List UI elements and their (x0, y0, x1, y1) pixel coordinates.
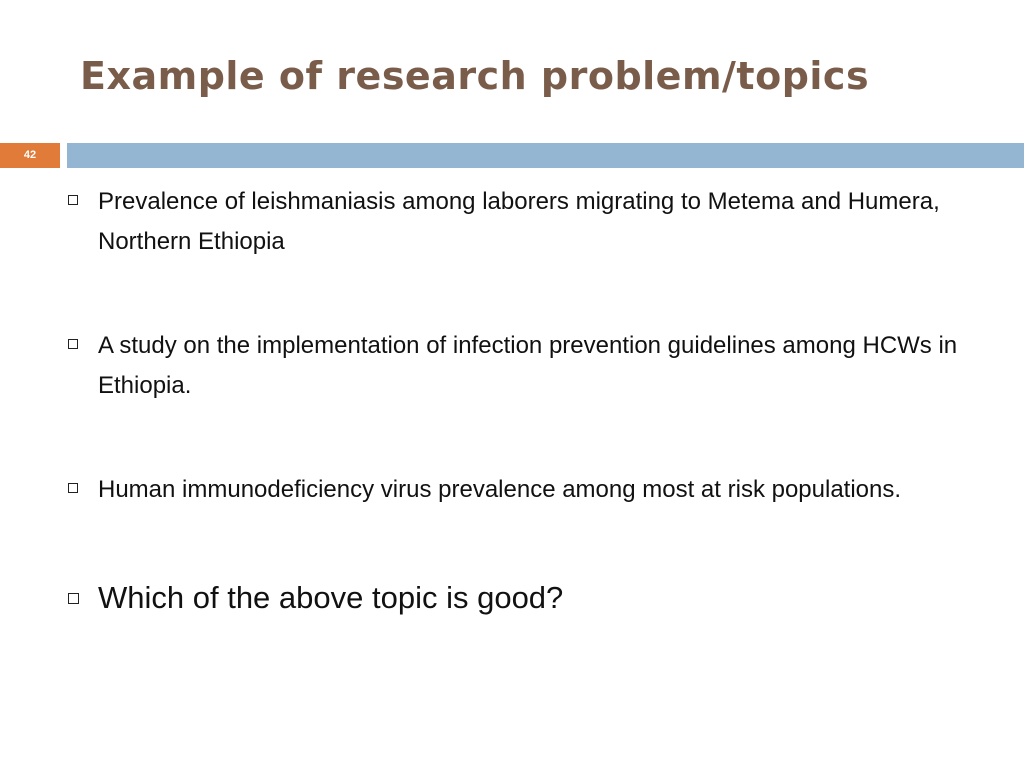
slide-title: Example of research problem/topics (80, 54, 870, 98)
bullet-item-question (68, 578, 988, 618)
title-divider-bar (67, 143, 1024, 168)
bullet-item-1 (68, 182, 988, 262)
bullet-item-2 (68, 326, 988, 406)
square-bullet-icon (68, 339, 78, 349)
bullet-text: Human immunodeficiency virus prevalence among most at risk populations. (98, 476, 902, 503)
bullet-text: Prevalence of leishmaniasis among laborers migrating to Metema and Humera, Northern Ethiopia (98, 188, 940, 255)
square-bullet-icon (68, 195, 78, 205)
bullet-text: Which of the above topic is good? (98, 580, 564, 615)
page-number-badge: 42 (0, 143, 60, 168)
square-bullet-icon (68, 593, 79, 604)
bullet-text: A study on the implementation of infection prevention guidelines among HCWs in Ethiopia. (98, 332, 958, 399)
square-bullet-icon (68, 483, 78, 493)
bullet-list (68, 182, 988, 618)
bullet-item-3 (68, 470, 988, 510)
